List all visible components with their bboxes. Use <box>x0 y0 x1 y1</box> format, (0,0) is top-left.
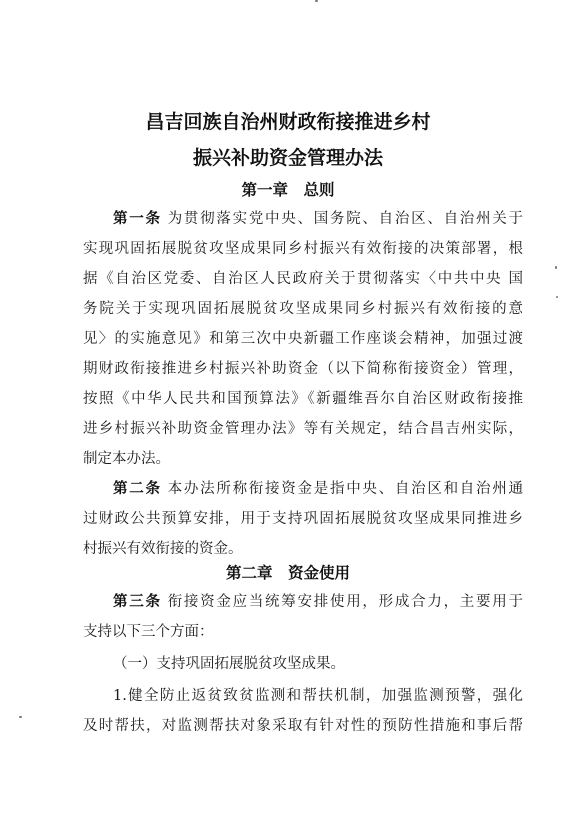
chapter-2-heading: 第二章 资金使用 <box>225 564 350 582</box>
article-1-line-9: 制定本办法。 <box>83 451 170 467</box>
document-title-line2: 振兴补助资金管理办法 <box>192 147 383 169</box>
article-1-text: 为贯彻落实党中央、国务院、自治区、自治州关于 <box>167 211 523 227</box>
document-title-line1: 昌吉回族自治州财政衔接推进乡村 <box>145 111 431 133</box>
scan-speck <box>555 266 557 269</box>
item-1-1-line-1: 1.健全防止返贫致贫监测和帮扶机制，加强监测预警，强化 <box>113 688 523 704</box>
article-3-label: 第三条 <box>113 594 162 610</box>
article-3-line-2: 支持以下三个方面： <box>83 624 214 640</box>
scan-speck <box>556 296 558 298</box>
article-1-line-6: 期财政衔接推进乡村振兴补助资金（以下简称衔接资金）管理， <box>83 361 523 377</box>
article-2-line-1 <box>113 477 523 498</box>
article-1-line-5: 见〉的实施意见》和第三次中央新疆工作座谈会精神，加强过渡 <box>83 331 523 347</box>
article-2-line-2: 过财政公共预算安排，用于支持巩固拓展脱贫攻坚成果同推进乡 <box>83 511 523 527</box>
section-item-1: （一）支持巩固拓展脱贫攻坚成果。 <box>113 656 345 672</box>
article-1-line-3: 据《自治区党委、自治区人民政府关于贯彻落实〈中共中央 国 <box>83 271 523 287</box>
scan-speck <box>315 0 318 2</box>
article-1-line-8: 进乡村振兴补助资金管理办法》等有关规定，结合昌吉州实际， <box>83 421 523 437</box>
article-1-label: 第一条 <box>113 211 162 227</box>
article-3-text: 衔接资金应当统筹安排使用，形成合力，主要用于 <box>167 594 523 610</box>
chapter-1-heading: 第一章 总则 <box>241 181 335 199</box>
article-2-text: 本办法所称衔接资金是指中央、自治区和自治州通 <box>167 481 523 497</box>
article-1-line-2: 实现巩固拓展脱贫攻坚成果同乡村振兴有效衔接的决策部署，根 <box>83 241 523 257</box>
article-2-line-3: 村振兴有效衔接的资金。 <box>83 541 243 557</box>
article-1-line-4: 务院关于实现巩固拓展脱贫攻坚成果同乡村振兴有效衔接的意 <box>83 301 523 317</box>
item-1-1-line-2: 及时帮扶，对监测帮扶对象采取有针对性的预防性措施和事后帮 <box>83 718 523 734</box>
article-1-line-1 <box>113 207 523 228</box>
article-3-line-1 <box>113 590 523 611</box>
article-2-label: 第二条 <box>113 481 162 497</box>
scan-speck <box>19 716 22 718</box>
article-1-line-7: 按照《中华人民共和国预算法》《新疆维吾尔自治区财政衔接推 <box>83 391 523 407</box>
